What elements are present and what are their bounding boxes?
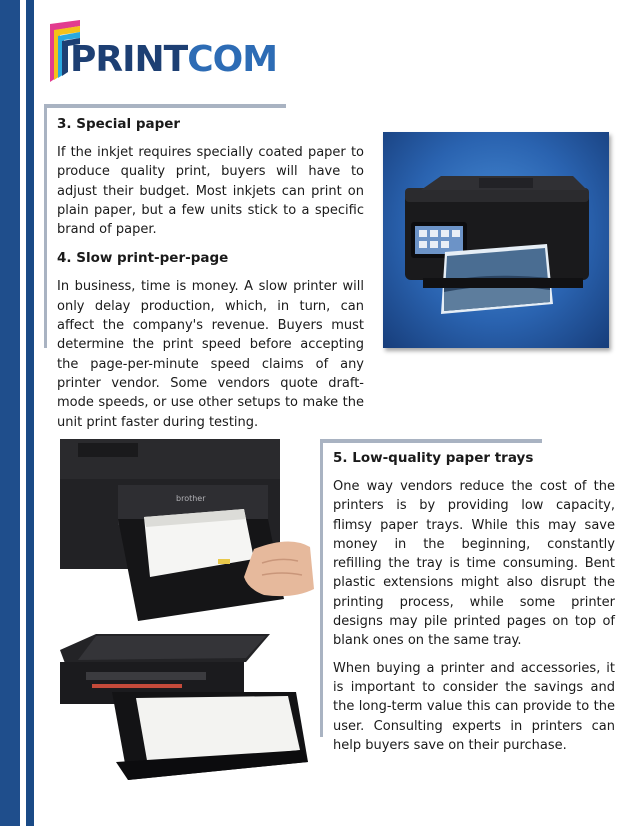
section-block-lower — [333, 449, 615, 763]
brother-brand-label: brother — [176, 494, 206, 503]
section-block-upper — [57, 115, 364, 440]
heading-slow-print: 4. Slow print-per-page — [57, 250, 229, 267]
section-rule-side — [44, 104, 47, 348]
section-rule-top — [44, 104, 286, 108]
section-rule-side-lower — [320, 439, 323, 737]
brother-printer-image — [58, 439, 316, 627]
heading-special-paper: 3. Special paper — [57, 116, 181, 132]
scanner-printer-illustration — [56, 632, 310, 782]
heading-paper-trays: 5. Low-quality paper trays — [333, 450, 534, 466]
printcom-logo — [44, 18, 278, 86]
logo-wordmark — [70, 40, 277, 80]
logo-text-print: PRINT — [70, 39, 188, 80]
para-special-paper: If the inkjet requires specially coated paper to produce quality print, buyers will have to adjust their budget. Most inkjets can print on plain paper, but a few units stick to a specific brand of paper. — [57, 145, 364, 238]
para-paper-trays: One way vendors reduce the cost of the printers is by providing low capacity, flimsy paper trays. While this may save money in the beginning, constantly refilling the tray is time consuming. Bent plastic extensions might also disrupt the printing process, while some printer designs may pile printed pages on top of blank ones on the same tray. — [333, 479, 615, 649]
para-closing: When buying a printer and accessories, it is important to consider the savings and the long-term value this can provide to the user. Consulting experts in printers can help buyers save on their purchase. — [333, 660, 615, 753]
section-rule-top-lower — [320, 439, 542, 443]
hp-printer-image — [383, 132, 609, 348]
brother-printer-illustration — [58, 439, 316, 627]
logo-text-com: COM — [187, 39, 278, 80]
left-accent-bar — [0, 0, 20, 826]
hp-printer-illustration — [383, 132, 609, 348]
left-accent-bar-inner — [26, 0, 34, 826]
scanner-printer-image — [56, 632, 310, 782]
para-slow-print: In business, time is money. A slow printer will only delay production, which, in turn, can affect the company's revenue. Buyers must determine the print speed before accepting the page-per-minute speed claims of any printer vendor. Some vendors quote draft-mode speeds, or use other setups to make the unit print faster during testing. — [57, 279, 364, 430]
